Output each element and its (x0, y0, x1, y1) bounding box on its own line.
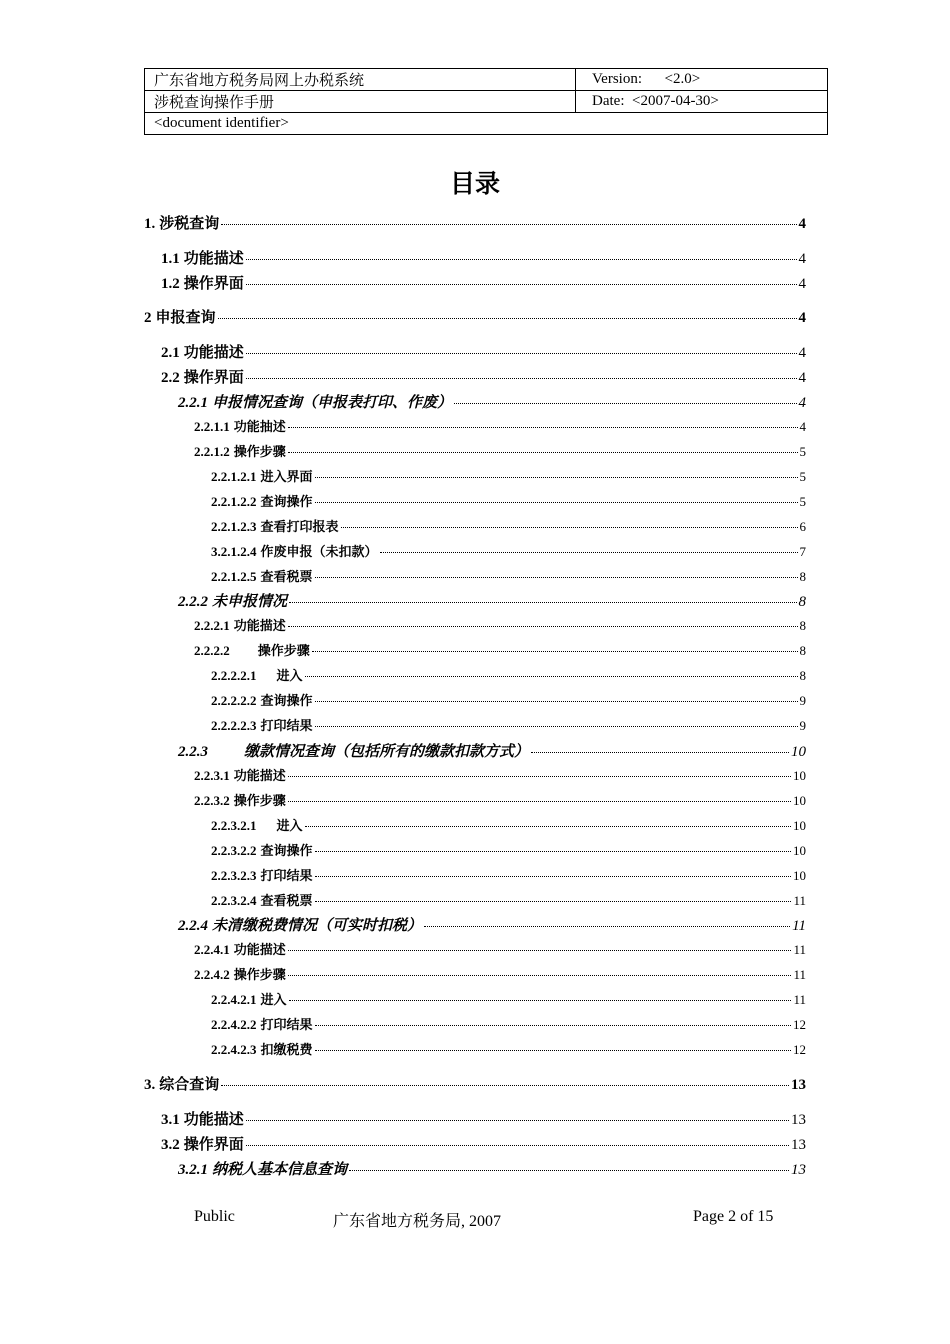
toc-entry-label (194, 416, 286, 435)
toc-entry[interactable] (211, 690, 806, 709)
toc-entry-label (161, 1133, 244, 1154)
toc-entry-text: 作废申报（未扣款） (260, 544, 378, 559)
toc-entry-page: 5 (799, 494, 806, 509)
toc-entry[interactable] (144, 1073, 806, 1094)
toc-leader-dots (315, 1025, 791, 1026)
toc-entry-number: 2.2.4 (178, 918, 208, 934)
toc-entry-page: 13 (791, 1112, 806, 1128)
toc-leader-dots (246, 353, 797, 354)
toc-entry-label (144, 1073, 219, 1094)
toc-entry-text: 操作界面 (183, 370, 244, 386)
toc-entry-page: 9 (799, 693, 806, 708)
toc-entry-text: 功能描述 (233, 768, 286, 783)
toc-entry-text: 打印结果 (260, 1017, 313, 1032)
toc-entry-label (178, 740, 529, 761)
toc-entry-page: 6 (799, 519, 806, 534)
toc-entry-number: 2.2.4.2 (194, 967, 230, 982)
toc-entry[interactable] (194, 416, 806, 435)
toc-entry-page: 10 (793, 818, 806, 833)
toc-entry-label (211, 1014, 313, 1033)
toc-entry-label (211, 690, 313, 709)
toc-entry-text: 综合查询 (159, 1077, 220, 1093)
toc-entry-number: 2.2.2.2 (194, 643, 230, 658)
toc-entry-page: 11 (793, 942, 806, 957)
toc-entry-label (211, 989, 287, 1008)
toc-leader-dots (288, 801, 791, 802)
toc-entry[interactable] (211, 491, 806, 510)
toc-entry[interactable] (194, 939, 806, 958)
toc-entry-number: 2.1 (161, 345, 180, 361)
toc-entry-page: 4 (798, 216, 806, 232)
toc-leader-dots (315, 701, 798, 702)
footer-classification: Public (194, 1208, 235, 1225)
toc-entry-number: 2.2.1.2.2 (211, 494, 257, 509)
toc-entry-text: 未申报情况 (212, 594, 288, 610)
toc-entry-text: 功能描述 (233, 942, 286, 957)
toc-entry-number: 3.2.1 (178, 1162, 208, 1178)
toc-leader-dots (305, 826, 791, 827)
toc-entry-number: 3.2 (161, 1137, 180, 1153)
toc-entry[interactable] (178, 1158, 806, 1179)
toc-entry-label (161, 1108, 244, 1129)
toc-entry-label (178, 590, 287, 611)
toc-entry-label (194, 640, 310, 659)
toc-entry-page: 11 (793, 893, 806, 908)
toc-entry-label (211, 541, 378, 560)
toc-entry-number: 2.2.3.2.4 (211, 893, 257, 908)
toc-entry-number: 2.2.2.2.1 (211, 668, 257, 683)
toc-entry[interactable] (211, 541, 806, 560)
toc-leader-dots (218, 318, 797, 319)
toc-entry-page: 4 (798, 345, 806, 361)
toc-entry-page: 10 (793, 843, 806, 858)
toc-leader-dots (246, 284, 797, 285)
toc-entry[interactable] (178, 590, 806, 611)
toc-entry-page: 10 (791, 744, 806, 760)
toc-leader-dots (349, 1170, 789, 1171)
toc-entry-label (211, 466, 313, 485)
toc-leader-dots (424, 926, 790, 927)
toc-entry-number: 2.2.3.2.2 (211, 843, 257, 858)
toc-entry-label (194, 964, 286, 983)
toc-entry-number: 2.2.1.2 (194, 444, 230, 459)
toc-entry-number: 2.2.2.1 (194, 618, 230, 633)
toc-leader-dots (221, 1085, 789, 1086)
toc-leader-dots (315, 901, 792, 902)
toc-entry-page: 10 (793, 868, 806, 883)
toc-entry-text: 申报情况查询（申报表打印、作废） (212, 395, 453, 411)
toc-leader-dots (341, 527, 798, 528)
toc-entry-page: 4 (798, 310, 806, 326)
toc-entry-text: 查看税票 (260, 893, 313, 908)
toc-entry-number: 2.2.1.2.1 (211, 469, 257, 484)
toc-entry-text: 查询操作 (260, 843, 313, 858)
toc-entry-page: 10 (793, 793, 806, 808)
toc-entry-text: 涉税查询 (159, 216, 220, 232)
toc-entry-page: 8 (799, 569, 806, 584)
toc-entry-text: 查看打印报表 (260, 519, 339, 534)
toc-entry[interactable] (161, 1133, 806, 1154)
toc-entry-label (161, 272, 244, 293)
toc-leader-dots (288, 950, 792, 951)
toc-entry-text: 缴款情况查询（包括所有的缴款扣款方式） (244, 744, 530, 760)
footer-page-number: Page 2 of 15 (693, 1208, 774, 1225)
version-field: Version: <2.0> (576, 69, 828, 91)
toc-entry-label (178, 914, 422, 935)
toc-leader-dots (288, 452, 798, 453)
toc-entry-label (211, 491, 313, 510)
toc-entry-label (144, 306, 216, 327)
toc-leader-dots (315, 726, 798, 727)
toc-entry-number: 2.2.3.2.3 (211, 868, 257, 883)
toc-entry-text: 查看税票 (260, 569, 313, 584)
toc-entry-label (194, 790, 286, 809)
toc-leader-dots (246, 1145, 789, 1146)
toc-entry[interactable] (144, 212, 806, 233)
toc-leader-dots (288, 975, 792, 976)
toc-entry-text: 进入 (276, 668, 303, 683)
toc-entry-number: 1.2 (161, 276, 180, 292)
toc-entry-number: 2.2.3.2.1 (211, 818, 257, 833)
toc-entry-label (211, 566, 313, 585)
toc-leader-dots (312, 651, 798, 652)
toc-entry-page: 4 (798, 395, 806, 411)
toc-entry-label (144, 212, 219, 233)
toc-entry-number: 2.2.4.2.2 (211, 1017, 257, 1032)
toc-leader-dots (246, 378, 797, 379)
toc-entry-number: 2.2.1.1 (194, 419, 230, 434)
toc-entry[interactable] (211, 715, 806, 734)
toc-entry-text: 扣缴税费 (260, 1042, 313, 1057)
toc-entry-text: 申报查询 (155, 310, 216, 326)
toc-leader-dots (380, 552, 798, 553)
toc-entry-page: 8 (798, 594, 806, 610)
toc-entry[interactable] (211, 1014, 806, 1033)
toc-entry[interactable] (211, 466, 806, 485)
toc-entry[interactable] (178, 391, 806, 412)
toc-entry-label (211, 516, 339, 535)
toc-entry-text: 未清缴税费情况（可实时扣税） (212, 918, 423, 934)
toc-leader-dots (315, 851, 791, 852)
toc-entry[interactable] (161, 272, 806, 293)
toc-leader-dots (221, 224, 796, 225)
toc-leader-dots (288, 776, 791, 777)
toc-entry-text: 打印结果 (260, 868, 313, 883)
toc-entry[interactable] (161, 341, 806, 362)
toc-leader-dots (288, 427, 798, 428)
toc-entry-number: 2.2.2.2.2 (211, 693, 257, 708)
toc-entry-text: 操作界面 (183, 1137, 244, 1153)
toc-entry-label (211, 815, 303, 834)
toc-entry-page: 11 (792, 918, 806, 934)
toc-entry-label (194, 441, 286, 460)
toc-entry-text: 进入 (276, 818, 303, 833)
footer-copyright: 广东省地方税务局, 2007 (333, 1213, 502, 1230)
toc-leader-dots (315, 1050, 791, 1051)
toc-entry-text: 查询操作 (260, 693, 313, 708)
toc-entry[interactable] (211, 865, 806, 884)
toc-entry-number: 3. (144, 1077, 156, 1093)
toc-entry-page: 4 (798, 370, 806, 386)
toc-entry-number: 3.1 (161, 1112, 180, 1128)
toc-entry-text: 功能描述 (183, 345, 244, 361)
toc-entry-number: 2.2.2.2.3 (211, 718, 257, 733)
toc-entry-text: 操作界面 (183, 276, 244, 292)
toc-entry-text: 操作步骤 (233, 444, 286, 459)
toc-entry-label (211, 840, 313, 859)
toc-entry-page: 5 (799, 444, 806, 459)
toc-entry-page: 8 (799, 618, 806, 633)
toc-leader-dots (288, 626, 798, 627)
toc-entry-label (211, 865, 313, 884)
toc-entry-page: 10 (793, 768, 806, 783)
toc-entry-number: 2.2.4.2.1 (211, 992, 257, 1007)
toc-leader-dots (246, 259, 797, 260)
toc-leader-dots (289, 1000, 792, 1001)
toc-entry-label (161, 341, 244, 362)
toc-entry-number: 2.2.1.2.5 (211, 569, 257, 584)
document-identifier: <document identifier> (145, 113, 828, 135)
toc-entry[interactable] (144, 306, 806, 327)
toc-entry[interactable] (194, 790, 806, 809)
toc-entry-page: 4 (799, 419, 806, 434)
toc-entry-text: 查询操作 (260, 494, 313, 509)
date-field: Date: <2007-04-30> (576, 91, 828, 113)
toc-entry[interactable] (211, 516, 806, 535)
toc-entry-number: 3.2.1.2.4 (211, 544, 257, 559)
toc-entry-number: 2.2.3.1 (194, 768, 230, 783)
toc-entry-label (161, 366, 244, 387)
toc-entry-page: 9 (799, 718, 806, 733)
toc-entry-label (211, 715, 313, 734)
toc-leader-dots (315, 577, 798, 578)
toc-leader-dots (454, 403, 796, 404)
toc-entry-page: 8 (799, 643, 806, 658)
toc-entry-text: 操作步骤 (233, 967, 286, 982)
toc-entry[interactable] (178, 740, 806, 761)
toc-entry[interactable] (211, 890, 806, 909)
toc-entry-page: 7 (799, 544, 806, 559)
toc-entry-page: 12 (793, 1017, 806, 1032)
toc-entry-text: 功能描述 (233, 618, 286, 633)
toc-entry[interactable] (211, 566, 806, 585)
toc-entry-label (211, 665, 303, 684)
toc-entry-page: 4 (798, 276, 806, 292)
toc-entry-number: 2.2.4.1 (194, 942, 230, 957)
toc-leader-dots (289, 602, 796, 603)
toc-leader-dots (305, 676, 798, 677)
toc-leader-dots (315, 477, 798, 478)
toc-entry[interactable] (194, 441, 806, 460)
toc-entry-page: 11 (793, 992, 806, 1007)
toc-entry-text: 纳税人基本信息查询 (212, 1162, 348, 1178)
toc-entry[interactable] (161, 1108, 806, 1129)
toc-entry-text: 操作步骤 (257, 643, 310, 658)
manual-name: 涉税查询操作手册 (145, 91, 576, 113)
toc-entry-label (211, 890, 313, 909)
toc-entry[interactable] (194, 615, 806, 634)
toc-entry-page: 13 (791, 1162, 806, 1178)
toc-entry-page: 5 (799, 469, 806, 484)
toc-entry[interactable] (211, 665, 806, 684)
toc-leader-dots (531, 752, 789, 753)
toc-entry-label (178, 391, 452, 412)
toc-entry-label (161, 247, 244, 268)
toc-entry-number: 1.1 (161, 251, 180, 267)
toc-entry-text: 功能描述 (183, 1112, 244, 1128)
toc-entry-page: 12 (793, 1042, 806, 1057)
toc-entry-text: 功能抽述 (233, 419, 286, 434)
toc-entry-number: 1. (144, 216, 156, 232)
toc-entry-label (194, 939, 286, 958)
toc-entry-number: 2.2.2 (178, 594, 208, 610)
toc-entry-page: 11 (793, 967, 806, 982)
toc-entry[interactable] (211, 840, 806, 859)
toc-entry-label (194, 615, 286, 634)
toc-entry-page: 8 (799, 668, 806, 683)
toc-entry[interactable] (178, 914, 806, 935)
toc-entry[interactable] (194, 640, 806, 659)
toc-entry-text: 进入 (260, 992, 287, 1007)
toc-entry-text: 打印结果 (260, 718, 313, 733)
toc-entry-page: 13 (791, 1077, 806, 1093)
toc-leader-dots (315, 502, 798, 503)
toc-entry-text: 操作步骤 (233, 793, 286, 808)
toc-entry-page: 4 (798, 251, 806, 267)
toc-leader-dots (246, 1120, 789, 1121)
toc-entry-page: 13 (791, 1137, 806, 1153)
toc-entry[interactable] (194, 765, 806, 784)
toc-entry-number: 2.2 (161, 370, 180, 386)
toc-entry[interactable] (161, 247, 806, 268)
toc-leader-dots (315, 876, 791, 877)
toc-entry-text: 功能描述 (183, 251, 244, 267)
toc-entry-label (194, 765, 286, 784)
toc-entry-label (211, 1039, 313, 1058)
toc-entry-number: 2.2.3 (178, 744, 208, 760)
toc-entry[interactable] (211, 815, 806, 834)
toc-entry-number: 2 (144, 310, 152, 326)
toc-entry-number: 2.2.3.2 (194, 793, 230, 808)
toc-entry[interactable] (194, 964, 806, 983)
toc-entry-label (178, 1158, 347, 1179)
toc-entry-text: 进入界面 (260, 469, 313, 484)
toc-entry[interactable] (161, 366, 806, 387)
toc-entry[interactable] (211, 989, 806, 1008)
toc-title: 目录 (449, 169, 500, 198)
toc-entry[interactable] (211, 1039, 806, 1058)
system-name: 广东省地方税务局网上办税系统 (145, 69, 576, 91)
toc-entry-number: 2.2.4.2.3 (211, 1042, 257, 1057)
toc-entry-number: 2.2.1.2.3 (211, 519, 257, 534)
document-header-table (144, 68, 828, 135)
toc-entry-number: 2.2.1 (178, 395, 208, 411)
